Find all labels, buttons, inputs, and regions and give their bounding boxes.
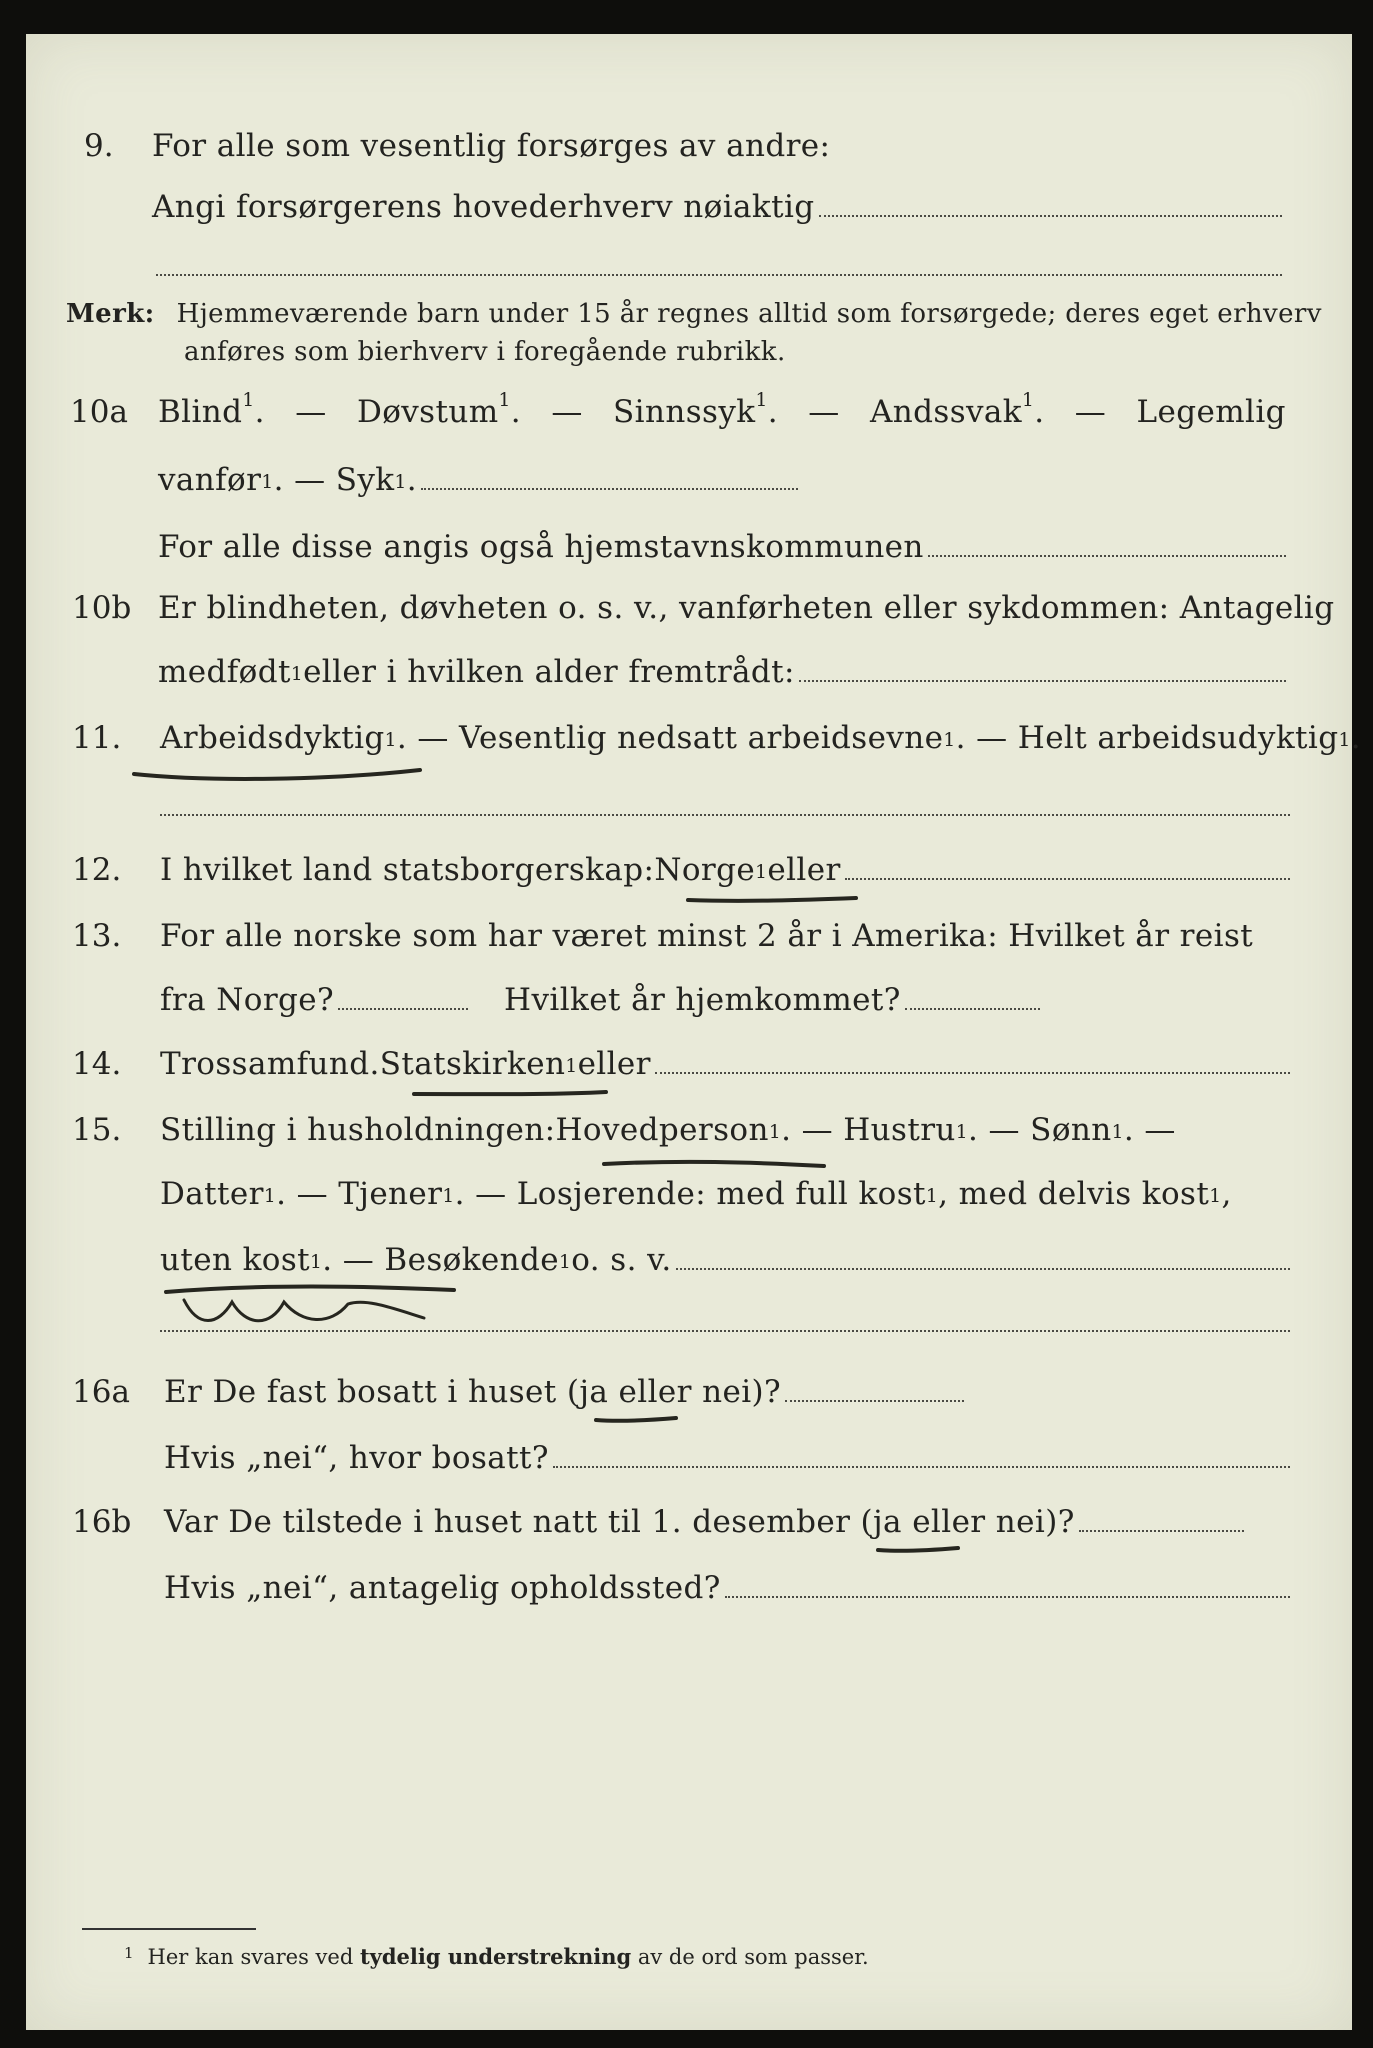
merk-note: Merk: Hjemmeværende barn under 15 år regnes alltid som forsørgede; deres eget erhverv — [66, 299, 1322, 329]
q10b-number: 10b — [72, 590, 132, 626]
q10a-syk-field[interactable] — [421, 488, 798, 490]
q10a-line2: vanfør $^1$ . — Syk $^1$ . — [158, 462, 798, 498]
q15-other-field[interactable] — [676, 1268, 1290, 1270]
q14-number: 14. — [72, 1046, 122, 1082]
q10a-line1: Blind$^1$. — Døvstum$^1$. — Sinnssyk$^1$. — Andssvak$^1$. — Legemlig — [158, 390, 1286, 430]
q16a-bosatt-field[interactable] — [553, 1466, 1290, 1468]
q11-line1: Arbeidsdyktig $^1$ . — Vesentlig nedsatt arbeidsevne $^1$ . — Helt arbeidsudyktig $^1$ . — [160, 720, 1361, 756]
q16a-answer-field[interactable] — [785, 1400, 964, 1402]
q11-number: 11. — [72, 720, 122, 756]
q16a-line1: Er De fast bosatt i huset (ja eller nei)? — [164, 1374, 964, 1410]
q14-statskirken[interactable]: Statskirken — [379, 1046, 566, 1082]
q10b-line1: Er blindheten, døvheten o. s. v., vanførheten eller sykdommen: Antagelig — [158, 590, 1335, 626]
q9-number: 9. — [84, 128, 114, 164]
q16b-number: 16b — [72, 1504, 132, 1540]
q15-answer-rule[interactable] — [160, 1330, 1290, 1332]
q16b-opholdssted-field[interactable] — [725, 1596, 1290, 1598]
q15-uten-kost[interactable]: uten kost — [160, 1242, 311, 1278]
census-form-page — [26, 34, 1361, 2030]
q11-answer-rule[interactable] — [160, 814, 1290, 816]
q10b-alder-field[interactable] — [799, 680, 1286, 682]
q16b-line2: Hvis „nei“, antagelig opholdssted? — [164, 1570, 1290, 1606]
q13-number: 13. — [72, 918, 122, 954]
q16b-ja-pen-underline — [874, 1540, 964, 1560]
q12-pen-underline — [684, 888, 864, 912]
q15-uten-kost-pen-mark — [162, 1278, 462, 1338]
q15-number: 15. — [72, 1112, 122, 1148]
q11-pen-underline — [130, 756, 430, 786]
q10a-line3: For alle disse angis også hjemstavnskommunen — [158, 529, 1286, 565]
q12-norge[interactable]: Norge — [654, 852, 756, 888]
merk-note-line2: anføres som bierhverv i foregående rubrikk. — [184, 337, 786, 367]
q12-other-country-field[interactable] — [845, 878, 1290, 880]
q15-line2: Datter $^1$ . — Tjener $^1$ . — Losjerende: med full kost $^1$ , med delvis kost $^1$ , — [160, 1176, 1232, 1212]
q14-pen-underline — [410, 1082, 610, 1106]
q15-line3: uten kost $^1$ . — Besøkende $^1$ o. s. v. — [160, 1242, 1290, 1278]
q13-line2: fra Norge? Hvilket år hjemkommet? — [160, 982, 1040, 1018]
q12-line1: I hvilket land statsborgerskap: Norge $^1$ eller — [160, 852, 1290, 888]
q9-line1: For alle som vesentlig forsørges av andre: — [152, 128, 831, 164]
q12-number: 12. — [72, 852, 122, 888]
q13-hjemkommet-field[interactable] — [905, 1008, 1040, 1010]
q13-line1: For alle norske som har været minst 2 år i Amerika: Hvilket år reist — [160, 918, 1254, 954]
footnote-rule — [82, 1928, 256, 1930]
q16a-line2: Hvis „nei“, hvor bosatt? — [164, 1440, 1290, 1476]
q16b-line1: Var De tilstede i huset natt til 1. desember (ja eller nei)? — [164, 1504, 1244, 1540]
q14-other-field[interactable] — [655, 1072, 1290, 1074]
q10a-number: 10a — [70, 394, 128, 430]
q10b-line2: medfødt $^1$ eller i hvilken alder fremtrådt: — [158, 654, 1286, 690]
q9-answer-field[interactable] — [819, 215, 1282, 217]
q15-hovedperson[interactable]: Hovedperson — [555, 1112, 769, 1148]
footnote: $^1$ Her kan svares ved tydelig understrekning av de ord som passer. — [124, 1944, 869, 1969]
q11-arbeidsdyktig[interactable]: Arbeidsdyktig — [160, 720, 385, 756]
q10a-hjemstavn-field[interactable] — [928, 555, 1286, 557]
q13-reist-field[interactable] — [338, 1008, 468, 1010]
q9-answer-rule[interactable] — [156, 274, 1282, 276]
q15-line1: Stilling i husholdningen: Hovedperson $^1$ . — Hustru $^1$ . — Sønn $^1$ . — — [160, 1112, 1176, 1148]
q16a-ja-pen-underline — [592, 1410, 682, 1430]
q16a-number: 16a — [72, 1374, 130, 1410]
q14-line1: Trossamfund. Statskirken $^1$ eller — [160, 1046, 1290, 1082]
q16b-answer-field[interactable] — [1079, 1530, 1244, 1532]
q9-line2: Angi forsørgerens hovederhverv nøiaktig — [152, 189, 1282, 225]
q15-pen-underline — [600, 1150, 830, 1176]
